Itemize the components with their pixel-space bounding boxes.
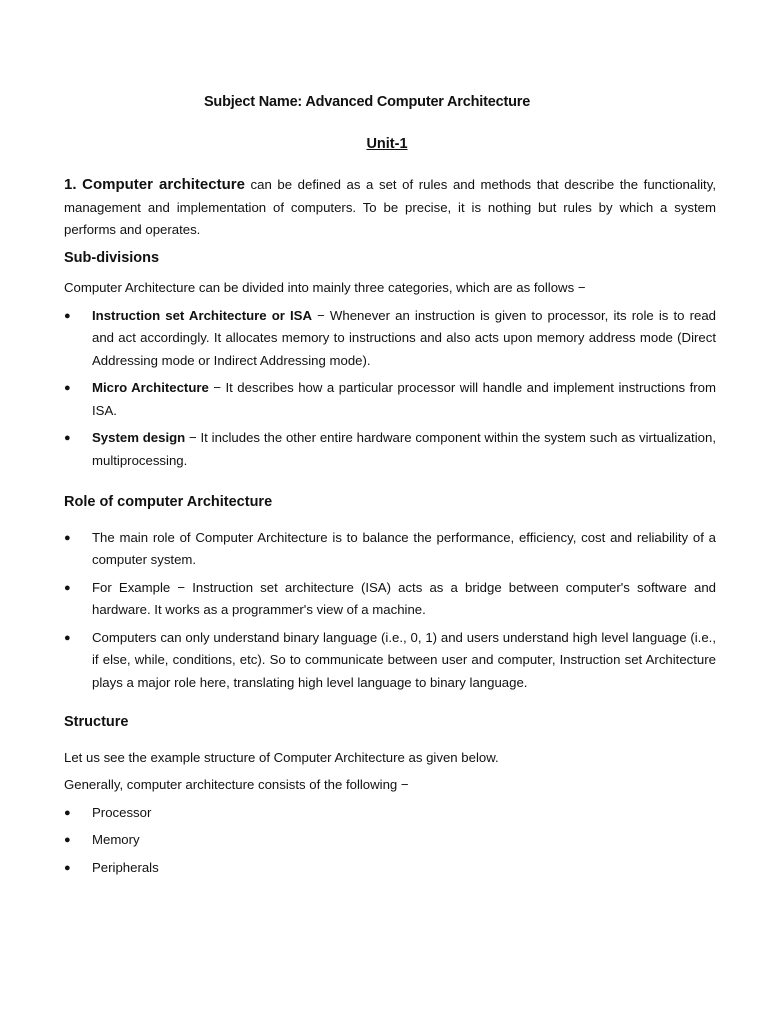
list-item — [64, 305, 716, 373]
item-term: System design — [92, 430, 186, 445]
subdivisions-heading: Sub-divisions — [64, 249, 160, 266]
intro-paragraph — [64, 174, 716, 242]
item-text: − Whenever an instruction is given to processor, its role is to read and act accordingly. It allocates memory to instructions and also acts upon memory address mode (Direct Addressing mode or Indirect Addressing mode). — [92, 307, 716, 368]
item-text: Memory — [92, 832, 140, 847]
bullet-icon: ● — [64, 309, 71, 322]
item-text: Peripherals — [92, 859, 159, 875]
bullet-icon: ● — [64, 531, 71, 544]
subdivisions-lead: Computer Architecture can be divided into mainly three categories, which are as follows − — [64, 280, 586, 295]
bullet-icon: ● — [64, 834, 71, 846]
role-heading: Role of computer Architecture — [64, 494, 273, 510]
bullet-icon: ● — [64, 861, 71, 874]
list-item — [64, 427, 716, 472]
list-item — [64, 527, 716, 572]
structure-line-2: Generally, computer architecture consists of the following − — [64, 777, 409, 792]
list-item — [64, 802, 716, 825]
list-item — [64, 377, 716, 422]
item-text: Processor — [92, 804, 152, 820]
role-list — [64, 527, 716, 695]
item-term: Micro Architecture — [92, 380, 209, 395]
structure-list — [64, 802, 716, 880]
item-text: For Example − Instruction set architecture (ISA) acts as a bridge between computer's software and hardware. It works as a programmer's view of a machine. — [92, 579, 716, 617]
list-item — [64, 577, 716, 622]
list-item — [64, 829, 716, 852]
bullet-icon: ● — [64, 631, 71, 644]
item-text: Computers can only understand binary language (i.e., 0, 1) and users understand high level language (i.e., if else, while, conditions, etc). So to communicate between user and computer, Instruction set Architecture plays a major role here, translating high level language to binary language. — [92, 629, 716, 690]
bullet-icon: ● — [64, 806, 71, 819]
item-term: Instruction set Architecture or ISA — [92, 307, 312, 323]
structure-line-1: Let us see the example structure of Computer Architecture as given below. — [64, 749, 499, 765]
intro-number: 1. — [64, 176, 77, 193]
intro-text: can be defined as a set of rules and methods that describe the functionality, management and implementation of computers. To be precise, it is nothing but rules by which a system performs and operates. — [64, 177, 717, 237]
list-item — [64, 627, 716, 695]
bullet-icon: ● — [64, 432, 71, 444]
bullet-icon: ● — [64, 382, 71, 394]
unit-heading: Unit-1 — [366, 136, 408, 152]
document-body — [64, 174, 716, 879]
intro-term: Computer architecture — [82, 176, 245, 193]
subdivisions-list — [64, 305, 716, 473]
item-text: − It includes the other entire hardware component within the system such as virtualization, multiprocessing. — [92, 430, 716, 468]
bullet-icon: ● — [64, 581, 71, 594]
structure-heading: Structure — [64, 714, 129, 730]
item-text: − It describes how a particular processor will handle and implement instructions from ISA. — [92, 380, 716, 418]
item-text: The main role of Computer Architecture is to balance the performance, efficiency, cost and reliability of a computer system. — [92, 529, 716, 567]
subject-title: Subject Name: Advanced Computer Architecture — [203, 94, 531, 110]
list-item — [64, 857, 716, 880]
